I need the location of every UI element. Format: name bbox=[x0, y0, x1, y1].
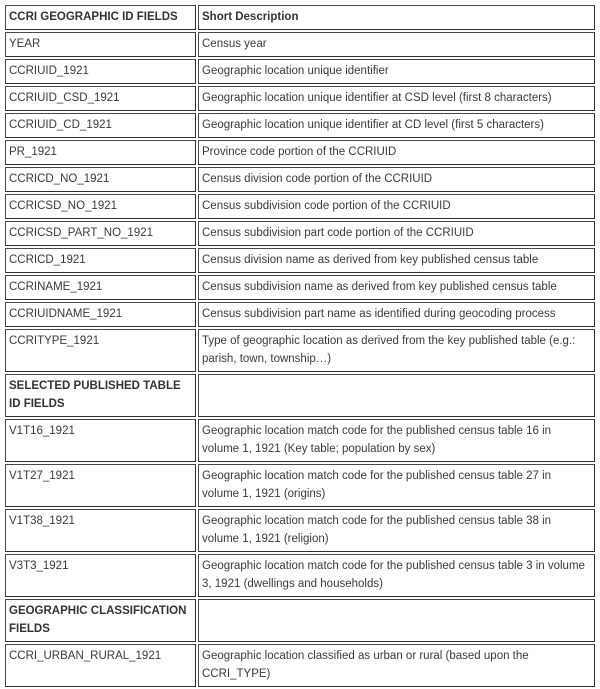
section-header-classification bbox=[5, 599, 595, 642]
table-header-row bbox=[5, 5, 595, 30]
field-description: Census division name as derived from key published census table bbox=[198, 248, 595, 273]
field-name: CCRIUIDNAME_1921 bbox=[5, 302, 196, 327]
field-name: CCRINAME_1921 bbox=[5, 275, 196, 300]
field-description: Geographic location unique identifier bbox=[198, 59, 595, 84]
field-name: V1T38_1921 bbox=[5, 509, 196, 552]
field-name: V1T16_1921 bbox=[5, 419, 196, 462]
table-row bbox=[5, 221, 595, 246]
table-row bbox=[5, 167, 595, 192]
section-description bbox=[198, 599, 595, 642]
table-row bbox=[5, 509, 595, 552]
field-name: CCRICSD_NO_1921 bbox=[5, 194, 196, 219]
section-label: SELECTED PUBLISHED TABLE ID FIELDS bbox=[5, 374, 196, 417]
field-description: Census subdivision part name as identified during geocoding process bbox=[198, 302, 595, 327]
column-header-field: CCRI GEOGRAPHIC ID FIELDS bbox=[5, 5, 196, 30]
table-row bbox=[5, 275, 595, 300]
field-description: Geographic location classified as urban or rural (based upon the CCRI_TYPE) bbox=[198, 644, 595, 687]
field-description: Province code portion of the CCRIUID bbox=[198, 140, 595, 165]
field-description: Geographic location match code for the published census table 16 in volume 1, 1921 (Key table; population by sex) bbox=[198, 419, 595, 462]
field-name: PR_1921 bbox=[5, 140, 196, 165]
field-name: CCRIUID_1921 bbox=[5, 59, 196, 84]
table-row bbox=[5, 113, 595, 138]
table-row bbox=[5, 140, 595, 165]
field-description: Census year bbox=[198, 32, 595, 57]
field-name: CCRI_URBAN_RURAL_1921 bbox=[5, 644, 196, 687]
field-description: Census subdivision name as derived from key published census table bbox=[198, 275, 595, 300]
table-row bbox=[5, 329, 595, 372]
table-row bbox=[5, 644, 595, 687]
table-row bbox=[5, 86, 595, 111]
table-row bbox=[5, 59, 595, 84]
field-name: V1T27_1921 bbox=[5, 464, 196, 507]
field-name: CCRIUID_CD_1921 bbox=[5, 113, 196, 138]
field-name: CCRITYPE_1921 bbox=[5, 329, 196, 372]
field-description: Census division code portion of the CCRIUID bbox=[198, 167, 595, 192]
field-description: Geographic location match code for the published census table 3 in volume 3, 1921 (dwellings and households) bbox=[198, 554, 595, 597]
field-name: V3T3_1921 bbox=[5, 554, 196, 597]
section-description bbox=[198, 374, 595, 417]
field-name: CCRIUID_CSD_1921 bbox=[5, 86, 196, 111]
field-description: Geographic location match code for the published census table 38 in volume 1, 1921 (religion) bbox=[198, 509, 595, 552]
field-name: CCRICSD_PART_NO_1921 bbox=[5, 221, 196, 246]
table-row bbox=[5, 194, 595, 219]
field-name: CCRICD_1921 bbox=[5, 248, 196, 273]
field-description: Census subdivision code portion of the CCRIUID bbox=[198, 194, 595, 219]
section-header-published-tables bbox=[5, 374, 595, 417]
table-row bbox=[5, 302, 595, 327]
table-row bbox=[5, 554, 595, 597]
field-description: Geographic location unique identifier at CD level (first 5 characters) bbox=[198, 113, 595, 138]
table-row bbox=[5, 248, 595, 273]
column-header-description: Short Description bbox=[198, 5, 595, 30]
table-row bbox=[5, 32, 595, 57]
field-description: Geographic location match code for the published census table 27 in volume 1, 1921 (origins) bbox=[198, 464, 595, 507]
field-description: Census subdivision part code portion of the CCRIUID bbox=[198, 221, 595, 246]
field-definitions-table bbox=[3, 3, 597, 689]
field-name: CCRICD_NO_1921 bbox=[5, 167, 196, 192]
table-row bbox=[5, 464, 595, 507]
section-label: GEOGRAPHIC CLASSIFICATION FIELDS bbox=[5, 599, 196, 642]
table-row bbox=[5, 419, 595, 462]
field-description: Geographic location unique identifier at CSD level (first 8 characters) bbox=[198, 86, 595, 111]
field-description: Type of geographic location as derived from the key published table (e.g.: parish, town, township…) bbox=[198, 329, 595, 372]
field-name: YEAR bbox=[5, 32, 196, 57]
